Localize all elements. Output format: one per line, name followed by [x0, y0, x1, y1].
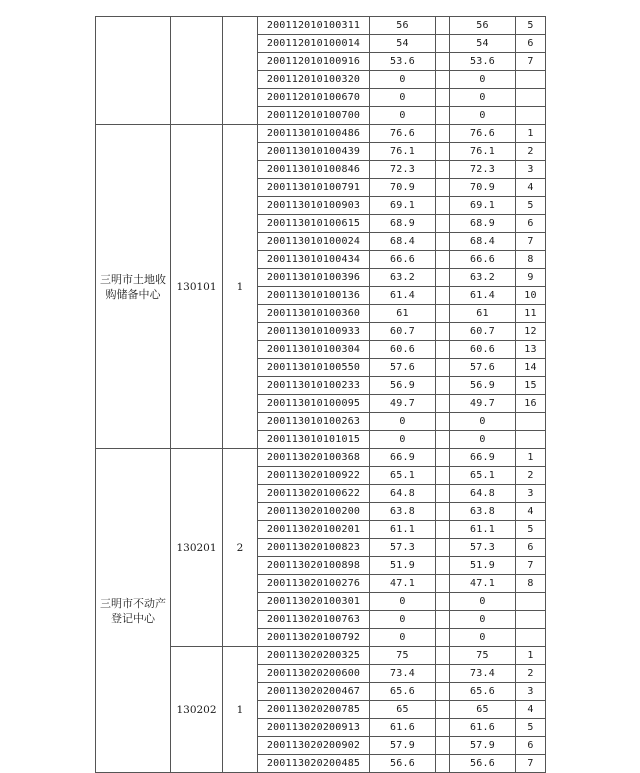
written-score-cell: 0	[370, 611, 436, 629]
ticket-number-cell: 200113010100396	[258, 269, 370, 287]
written-score-cell: 68.4	[370, 233, 436, 251]
rank-cell: 2	[516, 143, 546, 161]
bonus-cell	[436, 341, 450, 359]
rank-cell: 4	[516, 179, 546, 197]
ticket-number-cell: 200113010100360	[258, 305, 370, 323]
written-score-cell: 61.1	[370, 521, 436, 539]
rank-cell	[516, 71, 546, 89]
table-row	[96, 449, 546, 467]
written-score-cell: 0	[370, 593, 436, 611]
unit-name-cell: 三明市不动产登记中心	[96, 449, 171, 773]
bonus-cell	[436, 179, 450, 197]
total-score-cell: 69.1	[450, 197, 516, 215]
position-code-cell	[171, 17, 223, 125]
rank-cell: 11	[516, 305, 546, 323]
rank-cell: 4	[516, 503, 546, 521]
ticket-number-cell: 200113020100622	[258, 485, 370, 503]
written-score-cell: 56.9	[370, 377, 436, 395]
written-score-cell: 73.4	[370, 665, 436, 683]
total-score-cell: 61.4	[450, 287, 516, 305]
written-score-cell: 68.9	[370, 215, 436, 233]
rank-cell: 8	[516, 575, 546, 593]
bonus-cell	[436, 701, 450, 719]
rank-cell: 4	[516, 701, 546, 719]
ticket-number-cell: 200113010100024	[258, 233, 370, 251]
bonus-cell	[436, 251, 450, 269]
total-score-cell: 76.6	[450, 125, 516, 143]
total-score-cell: 0	[450, 593, 516, 611]
total-score-cell: 0	[450, 107, 516, 125]
total-score-cell: 61.6	[450, 719, 516, 737]
written-score-cell: 63.8	[370, 503, 436, 521]
total-score-cell: 47.1	[450, 575, 516, 593]
rank-cell: 1	[516, 125, 546, 143]
bonus-cell	[436, 683, 450, 701]
total-score-cell: 60.7	[450, 323, 516, 341]
results-sheet	[95, 16, 546, 773]
ticket-number-cell: 200113020100276	[258, 575, 370, 593]
bonus-cell	[436, 89, 450, 107]
ticket-number-cell: 200113010100136	[258, 287, 370, 305]
written-score-cell: 60.6	[370, 341, 436, 359]
total-score-cell: 61.1	[450, 521, 516, 539]
bonus-cell	[436, 53, 450, 71]
total-score-cell: 49.7	[450, 395, 516, 413]
rank-cell: 3	[516, 683, 546, 701]
bonus-cell	[436, 539, 450, 557]
bonus-cell	[436, 629, 450, 647]
written-score-cell: 65.6	[370, 683, 436, 701]
ticket-number-cell: 200113020200325	[258, 647, 370, 665]
ticket-number-cell: 200113020100922	[258, 467, 370, 485]
written-score-cell: 76.1	[370, 143, 436, 161]
ticket-number-cell: 200113020200600	[258, 665, 370, 683]
written-score-cell: 61.6	[370, 719, 436, 737]
total-score-cell: 65	[450, 701, 516, 719]
bonus-cell	[436, 503, 450, 521]
written-score-cell: 0	[370, 71, 436, 89]
rank-cell: 14	[516, 359, 546, 377]
rank-cell: 3	[516, 485, 546, 503]
total-score-cell: 54	[450, 35, 516, 53]
bonus-cell	[436, 197, 450, 215]
ticket-number-cell: 200113020200913	[258, 719, 370, 737]
ticket-number-cell: 200113020100200	[258, 503, 370, 521]
total-score-cell: 0	[450, 71, 516, 89]
ticket-number-cell: 200113010100486	[258, 125, 370, 143]
rank-cell	[516, 107, 546, 125]
ticket-number-cell: 200113010101015	[258, 431, 370, 449]
total-score-cell: 75	[450, 647, 516, 665]
written-score-cell: 0	[370, 107, 436, 125]
rank-cell: 3	[516, 161, 546, 179]
written-score-cell: 56	[370, 17, 436, 35]
rank-cell: 2	[516, 665, 546, 683]
total-score-cell: 70.9	[450, 179, 516, 197]
ticket-number-cell: 200113020200785	[258, 701, 370, 719]
bonus-cell	[436, 395, 450, 413]
total-score-cell: 63.8	[450, 503, 516, 521]
bonus-cell	[436, 377, 450, 395]
written-score-cell: 66.9	[370, 449, 436, 467]
written-score-cell: 76.6	[370, 125, 436, 143]
rank-cell: 9	[516, 269, 546, 287]
ticket-number-cell: 200113010100615	[258, 215, 370, 233]
total-score-cell: 51.9	[450, 557, 516, 575]
rank-cell: 6	[516, 35, 546, 53]
ticket-number-cell: 200113010100439	[258, 143, 370, 161]
written-score-cell: 0	[370, 629, 436, 647]
ticket-number-cell: 200113020100898	[258, 557, 370, 575]
total-score-cell: 0	[450, 413, 516, 431]
position-count-cell	[223, 17, 258, 125]
rank-cell: 6	[516, 539, 546, 557]
rank-cell: 6	[516, 215, 546, 233]
total-score-cell: 72.3	[450, 161, 516, 179]
bonus-cell	[436, 305, 450, 323]
rank-cell: 12	[516, 323, 546, 341]
bonus-cell	[436, 467, 450, 485]
written-score-cell: 63.2	[370, 269, 436, 287]
bonus-cell	[436, 593, 450, 611]
bonus-cell	[436, 665, 450, 683]
ticket-number-cell: 200113010100791	[258, 179, 370, 197]
total-score-cell: 68.9	[450, 215, 516, 233]
bonus-cell	[436, 611, 450, 629]
total-score-cell: 68.4	[450, 233, 516, 251]
written-score-cell: 75	[370, 647, 436, 665]
bonus-cell	[436, 737, 450, 755]
written-score-cell: 49.7	[370, 395, 436, 413]
rank-cell: 7	[516, 53, 546, 71]
written-score-cell: 57.6	[370, 359, 436, 377]
total-score-cell: 57.9	[450, 737, 516, 755]
written-score-cell: 70.9	[370, 179, 436, 197]
bonus-cell	[436, 485, 450, 503]
total-score-cell: 61	[450, 305, 516, 323]
written-score-cell: 47.1	[370, 575, 436, 593]
total-score-cell: 57.6	[450, 359, 516, 377]
written-score-cell: 57.9	[370, 737, 436, 755]
rank-cell: 15	[516, 377, 546, 395]
total-score-cell: 0	[450, 629, 516, 647]
total-score-cell: 76.1	[450, 143, 516, 161]
ticket-number-cell: 200113020100792	[258, 629, 370, 647]
rank-cell	[516, 89, 546, 107]
rank-cell: 5	[516, 17, 546, 35]
total-score-cell: 64.8	[450, 485, 516, 503]
written-score-cell: 0	[370, 431, 436, 449]
position-code-cell: 130101	[171, 125, 223, 449]
rank-cell: 16	[516, 395, 546, 413]
rank-cell: 7	[516, 755, 546, 773]
rank-cell: 8	[516, 251, 546, 269]
ticket-number-cell: 200113010100846	[258, 161, 370, 179]
position-code-cell: 130202	[171, 647, 223, 773]
bonus-cell	[436, 575, 450, 593]
rank-cell	[516, 593, 546, 611]
written-score-cell: 72.3	[370, 161, 436, 179]
written-score-cell: 61.4	[370, 287, 436, 305]
total-score-cell: 56.9	[450, 377, 516, 395]
ticket-number-cell: 200113020200485	[258, 755, 370, 773]
bonus-cell	[436, 35, 450, 53]
written-score-cell: 0	[370, 413, 436, 431]
results-table	[95, 16, 546, 773]
table-row	[96, 125, 546, 143]
bonus-cell	[436, 719, 450, 737]
ticket-number-cell: 200113010100550	[258, 359, 370, 377]
written-score-cell: 57.3	[370, 539, 436, 557]
rank-cell	[516, 413, 546, 431]
rank-cell: 2	[516, 467, 546, 485]
bonus-cell	[436, 143, 450, 161]
rank-cell	[516, 611, 546, 629]
written-score-cell: 61	[370, 305, 436, 323]
rank-cell: 5	[516, 719, 546, 737]
rank-cell: 1	[516, 647, 546, 665]
position-count-cell: 2	[223, 449, 258, 647]
ticket-number-cell: 200113020200467	[258, 683, 370, 701]
total-score-cell: 66.9	[450, 449, 516, 467]
written-score-cell: 64.8	[370, 485, 436, 503]
written-score-cell: 66.6	[370, 251, 436, 269]
bonus-cell	[436, 557, 450, 575]
table-row	[96, 17, 546, 35]
written-score-cell: 65	[370, 701, 436, 719]
position-count-cell: 1	[223, 125, 258, 449]
written-score-cell: 60.7	[370, 323, 436, 341]
written-score-cell: 54	[370, 35, 436, 53]
bonus-cell	[436, 521, 450, 539]
ticket-number-cell: 200113020200902	[258, 737, 370, 755]
ticket-number-cell: 200113010100434	[258, 251, 370, 269]
total-score-cell: 65.6	[450, 683, 516, 701]
total-score-cell: 57.3	[450, 539, 516, 557]
unit-name-cell	[96, 17, 171, 125]
bonus-cell	[436, 359, 450, 377]
written-score-cell: 53.6	[370, 53, 436, 71]
ticket-number-cell: 200113020100763	[258, 611, 370, 629]
rank-cell: 10	[516, 287, 546, 305]
bonus-cell	[436, 233, 450, 251]
total-score-cell: 0	[450, 611, 516, 629]
bonus-cell	[436, 125, 450, 143]
bonus-cell	[436, 287, 450, 305]
rank-cell: 7	[516, 233, 546, 251]
ticket-number-cell: 200113010100263	[258, 413, 370, 431]
position-count-cell: 1	[223, 647, 258, 773]
total-score-cell: 53.6	[450, 53, 516, 71]
ticket-number-cell: 200113020100301	[258, 593, 370, 611]
ticket-number-cell: 200113020100368	[258, 449, 370, 467]
bonus-cell	[436, 449, 450, 467]
ticket-number-cell: 200113020100201	[258, 521, 370, 539]
ticket-number-cell: 200113010100903	[258, 197, 370, 215]
ticket-number-cell: 200113010100233	[258, 377, 370, 395]
total-score-cell: 0	[450, 89, 516, 107]
ticket-number-cell: 200113010100095	[258, 395, 370, 413]
bonus-cell	[436, 215, 450, 233]
bonus-cell	[436, 647, 450, 665]
written-score-cell: 0	[370, 89, 436, 107]
bonus-cell	[436, 431, 450, 449]
bonus-cell	[436, 323, 450, 341]
total-score-cell: 56	[450, 17, 516, 35]
written-score-cell: 65.1	[370, 467, 436, 485]
rank-cell: 7	[516, 557, 546, 575]
rank-cell: 1	[516, 449, 546, 467]
ticket-number-cell: 200112010100311	[258, 17, 370, 35]
bonus-cell	[436, 755, 450, 773]
bonus-cell	[436, 17, 450, 35]
written-score-cell: 51.9	[370, 557, 436, 575]
total-score-cell: 73.4	[450, 665, 516, 683]
ticket-number-cell: 200113020100823	[258, 539, 370, 557]
rank-cell	[516, 431, 546, 449]
rank-cell: 13	[516, 341, 546, 359]
ticket-number-cell: 200112010100014	[258, 35, 370, 53]
rank-cell: 5	[516, 197, 546, 215]
bonus-cell	[436, 413, 450, 431]
unit-name-cell: 三明市土地收购储备中心	[96, 125, 171, 449]
total-score-cell: 65.1	[450, 467, 516, 485]
ticket-number-cell: 200112010100320	[258, 71, 370, 89]
total-score-cell: 56.6	[450, 755, 516, 773]
ticket-number-cell: 200112010100700	[258, 107, 370, 125]
rank-cell	[516, 629, 546, 647]
bonus-cell	[436, 107, 450, 125]
rank-cell: 6	[516, 737, 546, 755]
total-score-cell: 63.2	[450, 269, 516, 287]
total-score-cell: 0	[450, 431, 516, 449]
written-score-cell: 56.6	[370, 755, 436, 773]
written-score-cell: 69.1	[370, 197, 436, 215]
ticket-number-cell: 200113010100304	[258, 341, 370, 359]
total-score-cell: 66.6	[450, 251, 516, 269]
position-code-cell: 130201	[171, 449, 223, 647]
bonus-cell	[436, 269, 450, 287]
total-score-cell: 60.6	[450, 341, 516, 359]
rank-cell: 5	[516, 521, 546, 539]
bonus-cell	[436, 161, 450, 179]
bonus-cell	[436, 71, 450, 89]
ticket-number-cell: 200112010100670	[258, 89, 370, 107]
ticket-number-cell: 200113010100933	[258, 323, 370, 341]
ticket-number-cell: 200112010100916	[258, 53, 370, 71]
